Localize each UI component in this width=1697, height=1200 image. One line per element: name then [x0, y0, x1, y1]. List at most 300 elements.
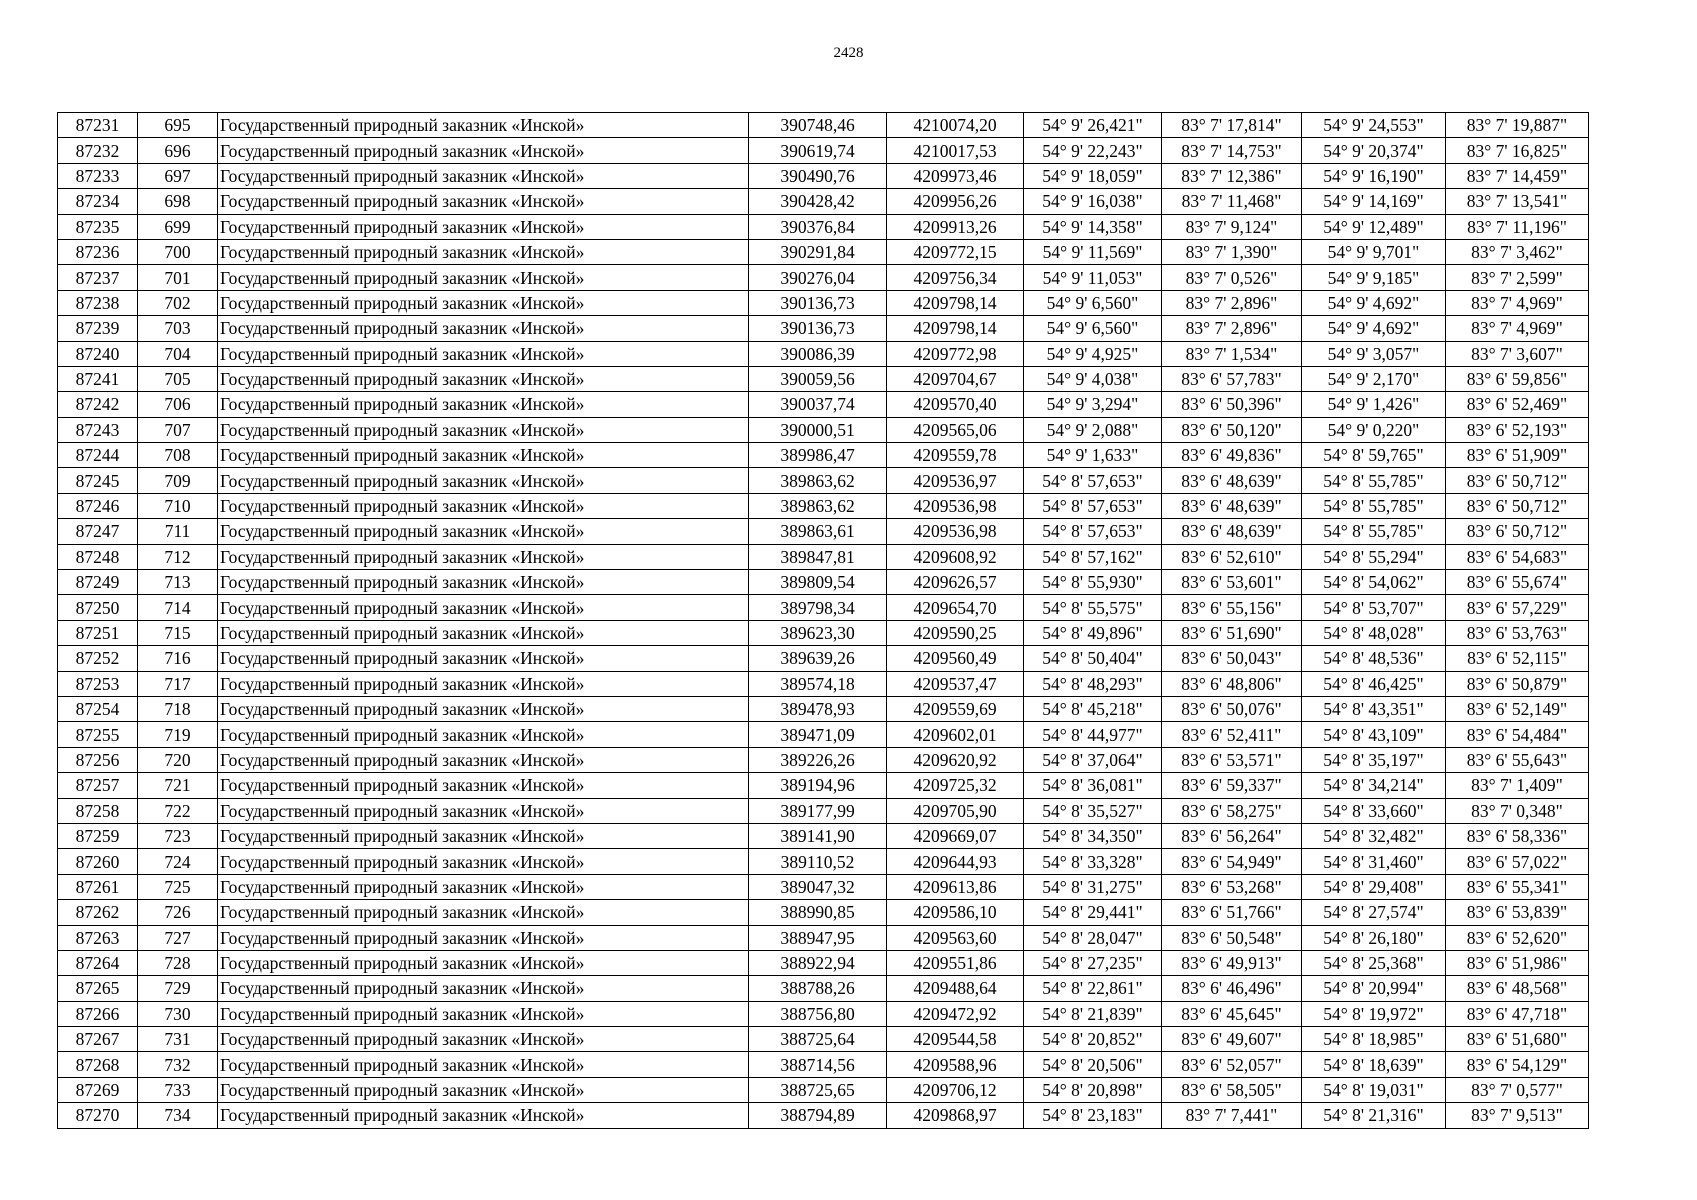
- cell-latitude-2: 54° 8' 19,972": [1302, 1001, 1446, 1026]
- cell-point-number: 698: [138, 189, 218, 214]
- cell-latitude-1: 54° 8' 49,896": [1024, 620, 1162, 645]
- table-row: [58, 798, 1589, 823]
- cell-longitude-2: 83° 6' 51,680": [1446, 1027, 1589, 1052]
- cell-longitude-1: 83° 7' 1,534": [1162, 341, 1302, 366]
- cell-longitude-2: 83° 7' 0,348": [1446, 798, 1589, 823]
- table-row: [58, 214, 1589, 239]
- cell-longitude-2: 83° 7' 4,969": [1446, 316, 1589, 341]
- cell-record-id: 87233: [58, 163, 138, 188]
- cell-object-name: Государственный природный заказник «Инской»: [218, 671, 749, 696]
- cell-y-coordinate: 4209654,70: [887, 595, 1024, 620]
- cell-longitude-2: 83° 6' 52,149": [1446, 696, 1589, 721]
- cell-longitude-1: 83° 7' 7,441": [1162, 1103, 1302, 1128]
- cell-longitude-1: 83° 6' 57,783": [1162, 366, 1302, 391]
- cell-longitude-2: 83° 6' 57,022": [1446, 849, 1589, 874]
- cell-longitude-1: 83° 6' 58,275": [1162, 798, 1302, 823]
- table-row: [58, 747, 1589, 772]
- cell-object-name: Государственный природный заказник «Инской»: [218, 468, 749, 493]
- cell-point-number: 727: [138, 925, 218, 950]
- cell-y-coordinate: 4209559,69: [887, 696, 1024, 721]
- cell-point-number: 729: [138, 976, 218, 1001]
- cell-longitude-2: 83° 6' 55,674": [1446, 570, 1589, 595]
- cell-latitude-2: 54° 8' 43,109": [1302, 722, 1446, 747]
- cell-longitude-2: 83° 6' 51,909": [1446, 443, 1589, 468]
- cell-point-number: 734: [138, 1103, 218, 1128]
- cell-point-number: 711: [138, 519, 218, 544]
- table-row: [58, 366, 1589, 391]
- table-row: [58, 468, 1589, 493]
- cell-object-name: Государственный природный заказник «Инской»: [218, 900, 749, 925]
- cell-point-number: 720: [138, 747, 218, 772]
- cell-latitude-2: 54° 8' 48,536": [1302, 646, 1446, 671]
- cell-longitude-1: 83° 7' 2,896": [1162, 316, 1302, 341]
- cell-latitude-1: 54° 9' 6,560": [1024, 316, 1162, 341]
- cell-object-name: Государственный природный заказник «Инской»: [218, 798, 749, 823]
- cell-point-number: 730: [138, 1001, 218, 1026]
- cell-latitude-2: 54° 9' 1,426": [1302, 392, 1446, 417]
- cell-object-name: Государственный природный заказник «Инской»: [218, 417, 749, 442]
- cell-x-coordinate: 390428,42: [749, 189, 887, 214]
- cell-point-number: 722: [138, 798, 218, 823]
- cell-longitude-2: 83° 7' 11,196": [1446, 214, 1589, 239]
- cell-x-coordinate: 389047,32: [749, 874, 887, 899]
- cell-point-number: 733: [138, 1077, 218, 1102]
- cell-x-coordinate: 388714,56: [749, 1052, 887, 1077]
- cell-y-coordinate: 4209704,67: [887, 366, 1024, 391]
- cell-record-id: 87268: [58, 1052, 138, 1077]
- table-row: [58, 950, 1589, 975]
- cell-y-coordinate: 4209913,26: [887, 214, 1024, 239]
- cell-longitude-1: 83° 7' 0,526": [1162, 265, 1302, 290]
- cell-longitude-1: 83° 6' 51,690": [1162, 620, 1302, 645]
- cell-longitude-2: 83° 7' 14,459": [1446, 163, 1589, 188]
- cell-point-number: 719: [138, 722, 218, 747]
- cell-object-name: Государственный природный заказник «Инской»: [218, 570, 749, 595]
- cell-latitude-2: 54° 9' 20,374": [1302, 138, 1446, 163]
- cell-point-number: 706: [138, 392, 218, 417]
- cell-longitude-1: 83° 6' 49,607": [1162, 1027, 1302, 1052]
- table-row: [58, 1077, 1589, 1102]
- cell-record-id: 87251: [58, 620, 138, 645]
- cell-point-number: 697: [138, 163, 218, 188]
- cell-longitude-1: 83° 7' 12,386": [1162, 163, 1302, 188]
- cell-record-id: 87252: [58, 646, 138, 671]
- cell-record-id: 87241: [58, 366, 138, 391]
- cell-latitude-1: 54° 8' 57,653": [1024, 519, 1162, 544]
- cell-object-name: Государственный природный заказник «Инской»: [218, 620, 749, 645]
- cell-object-name: Государственный природный заказник «Инской»: [218, 239, 749, 264]
- cell-longitude-1: 83° 6' 52,057": [1162, 1052, 1302, 1077]
- cell-record-id: 87260: [58, 849, 138, 874]
- cell-object-name: Государственный природный заказник «Инской»: [218, 1077, 749, 1102]
- cell-latitude-1: 54° 8' 37,064": [1024, 747, 1162, 772]
- cell-record-id: 87232: [58, 138, 138, 163]
- cell-point-number: 721: [138, 773, 218, 798]
- cell-object-name: Государственный природный заказник «Инской»: [218, 113, 749, 138]
- cell-object-name: Государственный природный заказник «Инской»: [218, 163, 749, 188]
- cell-record-id: 87269: [58, 1077, 138, 1102]
- cell-longitude-1: 83° 6' 48,639": [1162, 493, 1302, 518]
- table-row: [58, 544, 1589, 569]
- cell-point-number: 704: [138, 341, 218, 366]
- cell-x-coordinate: 389110,52: [749, 849, 887, 874]
- cell-longitude-1: 83° 6' 48,639": [1162, 519, 1302, 544]
- table-row: [58, 671, 1589, 696]
- cell-y-coordinate: 4209586,10: [887, 900, 1024, 925]
- cell-point-number: 695: [138, 113, 218, 138]
- table-row: [58, 1001, 1589, 1026]
- cell-object-name: Государственный природный заказник «Инской»: [218, 290, 749, 315]
- cell-y-coordinate: 4209472,92: [887, 1001, 1024, 1026]
- cell-x-coordinate: 388725,64: [749, 1027, 887, 1052]
- cell-longitude-1: 83° 6' 54,949": [1162, 849, 1302, 874]
- coordinates-table: [57, 112, 1589, 1129]
- cell-record-id: 87246: [58, 493, 138, 518]
- cell-latitude-1: 54° 9' 1,633": [1024, 443, 1162, 468]
- cell-object-name: Государственный природный заказник «Инской»: [218, 696, 749, 721]
- cell-point-number: 717: [138, 671, 218, 696]
- cell-latitude-2: 54° 8' 34,214": [1302, 773, 1446, 798]
- table-row: [58, 113, 1589, 138]
- table-row: [58, 493, 1589, 518]
- cell-record-id: 87245: [58, 468, 138, 493]
- cell-point-number: 700: [138, 239, 218, 264]
- cell-y-coordinate: 4209613,86: [887, 874, 1024, 899]
- cell-latitude-1: 54° 9' 4,925": [1024, 341, 1162, 366]
- cell-longitude-1: 83° 6' 53,601": [1162, 570, 1302, 595]
- cell-latitude-1: 54° 8' 45,218": [1024, 696, 1162, 721]
- cell-y-coordinate: 4209868,97: [887, 1103, 1024, 1128]
- cell-latitude-2: 54° 8' 18,639": [1302, 1052, 1446, 1077]
- cell-latitude-2: 54° 8' 54,062": [1302, 570, 1446, 595]
- cell-record-id: 87235: [58, 214, 138, 239]
- cell-x-coordinate: 389798,34: [749, 595, 887, 620]
- cell-object-name: Государственный природный заказник «Инской»: [218, 519, 749, 544]
- cell-x-coordinate: 390086,39: [749, 341, 887, 366]
- cell-record-id: 87270: [58, 1103, 138, 1128]
- cell-latitude-2: 54° 8' 33,660": [1302, 798, 1446, 823]
- cell-latitude-2: 54° 8' 32,482": [1302, 823, 1446, 848]
- cell-object-name: Государственный природный заказник «Инской»: [218, 976, 749, 1001]
- cell-latitude-1: 54° 9' 11,053": [1024, 265, 1162, 290]
- cell-x-coordinate: 389574,18: [749, 671, 887, 696]
- cell-y-coordinate: 4210074,20: [887, 113, 1024, 138]
- cell-object-name: Государственный природный заказник «Инской»: [218, 595, 749, 620]
- cell-latitude-2: 54° 8' 55,785": [1302, 468, 1446, 493]
- cell-longitude-2: 83° 7' 0,577": [1446, 1077, 1589, 1102]
- cell-object-name: Государственный природный заказник «Инской»: [218, 950, 749, 975]
- cell-x-coordinate: 390748,46: [749, 113, 887, 138]
- cell-object-name: Государственный природный заказник «Инской»: [218, 265, 749, 290]
- cell-record-id: 87257: [58, 773, 138, 798]
- cell-latitude-1: 54° 8' 31,275": [1024, 874, 1162, 899]
- cell-longitude-2: 83° 7' 3,462": [1446, 239, 1589, 264]
- cell-point-number: 710: [138, 493, 218, 518]
- cell-y-coordinate: 4209536,98: [887, 493, 1024, 518]
- cell-object-name: Государственный природный заказник «Инской»: [218, 341, 749, 366]
- cell-latitude-1: 54° 8' 57,653": [1024, 493, 1162, 518]
- cell-longitude-2: 83° 6' 48,568": [1446, 976, 1589, 1001]
- cell-latitude-2: 54° 8' 55,785": [1302, 493, 1446, 518]
- cell-longitude-1: 83° 6' 50,076": [1162, 696, 1302, 721]
- cell-x-coordinate: 389177,99: [749, 798, 887, 823]
- cell-object-name: Государственный природный заказник «Инской»: [218, 138, 749, 163]
- cell-point-number: 707: [138, 417, 218, 442]
- cell-x-coordinate: 390490,76: [749, 163, 887, 188]
- cell-longitude-1: 83° 6' 50,120": [1162, 417, 1302, 442]
- cell-latitude-1: 54° 8' 57,653": [1024, 468, 1162, 493]
- cell-y-coordinate: 4209626,57: [887, 570, 1024, 595]
- cell-x-coordinate: 390291,84: [749, 239, 887, 264]
- cell-latitude-1: 54° 9' 11,569": [1024, 239, 1162, 264]
- cell-x-coordinate: 389986,47: [749, 443, 887, 468]
- cell-latitude-1: 54° 9' 22,243": [1024, 138, 1162, 163]
- cell-longitude-1: 83° 6' 53,268": [1162, 874, 1302, 899]
- cell-object-name: Государственный природный заказник «Инской»: [218, 823, 749, 848]
- cell-record-id: 87256: [58, 747, 138, 772]
- table-row: [58, 341, 1589, 366]
- cell-latitude-2: 54° 9' 4,692": [1302, 290, 1446, 315]
- cell-y-coordinate: 4209544,58: [887, 1027, 1024, 1052]
- cell-latitude-2: 54° 9' 24,553": [1302, 113, 1446, 138]
- cell-x-coordinate: 388990,85: [749, 900, 887, 925]
- cell-longitude-2: 83° 6' 55,341": [1446, 874, 1589, 899]
- table-row: [58, 696, 1589, 721]
- table-row: [58, 646, 1589, 671]
- cell-x-coordinate: 388922,94: [749, 950, 887, 975]
- cell-latitude-2: 54° 8' 31,460": [1302, 849, 1446, 874]
- cell-longitude-1: 83° 6' 48,806": [1162, 671, 1302, 696]
- cell-x-coordinate: 390619,74: [749, 138, 887, 163]
- table-row: [58, 620, 1589, 645]
- cell-longitude-1: 83° 6' 59,337": [1162, 773, 1302, 798]
- table-row: [58, 570, 1589, 595]
- cell-latitude-2: 54° 9' 3,057": [1302, 341, 1446, 366]
- cell-object-name: Государственный природный заказник «Инской»: [218, 493, 749, 518]
- cell-record-id: 87259: [58, 823, 138, 848]
- cell-latitude-1: 54° 9' 14,358": [1024, 214, 1162, 239]
- cell-record-id: 87243: [58, 417, 138, 442]
- cell-longitude-2: 83° 6' 53,763": [1446, 620, 1589, 645]
- cell-y-coordinate: 4209565,06: [887, 417, 1024, 442]
- cell-y-coordinate: 4209537,47: [887, 671, 1024, 696]
- cell-longitude-1: 83° 6' 49,836": [1162, 443, 1302, 468]
- cell-record-id: 87238: [58, 290, 138, 315]
- cell-longitude-2: 83° 6' 52,620": [1446, 925, 1589, 950]
- table-row: [58, 239, 1589, 264]
- cell-longitude-1: 83° 6' 50,043": [1162, 646, 1302, 671]
- cell-longitude-1: 83° 7' 1,390": [1162, 239, 1302, 264]
- cell-point-number: 703: [138, 316, 218, 341]
- cell-latitude-1: 54° 8' 36,081": [1024, 773, 1162, 798]
- cell-object-name: Государственный природный заказник «Инской»: [218, 874, 749, 899]
- cell-point-number: 713: [138, 570, 218, 595]
- table-row: [58, 595, 1589, 620]
- cell-y-coordinate: 4209559,78: [887, 443, 1024, 468]
- cell-x-coordinate: 388794,89: [749, 1103, 887, 1128]
- cell-y-coordinate: 4209590,25: [887, 620, 1024, 645]
- cell-longitude-1: 83° 6' 49,913": [1162, 950, 1302, 975]
- cell-record-id: 87242: [58, 392, 138, 417]
- cell-point-number: 714: [138, 595, 218, 620]
- cell-latitude-1: 54° 9' 26,421": [1024, 113, 1162, 138]
- cell-object-name: Государственный природный заказник «Инской»: [218, 1052, 749, 1077]
- cell-latitude-2: 54° 8' 59,765": [1302, 443, 1446, 468]
- cell-record-id: 87248: [58, 544, 138, 569]
- cell-longitude-1: 83° 6' 55,156": [1162, 595, 1302, 620]
- cell-longitude-2: 83° 6' 54,129": [1446, 1052, 1589, 1077]
- cell-point-number: 699: [138, 214, 218, 239]
- cell-x-coordinate: 389471,09: [749, 722, 887, 747]
- cell-longitude-1: 83° 6' 58,505": [1162, 1077, 1302, 1102]
- cell-record-id: 87262: [58, 900, 138, 925]
- cell-latitude-2: 54° 9' 4,692": [1302, 316, 1446, 341]
- cell-record-id: 87255: [58, 722, 138, 747]
- cell-x-coordinate: 389141,90: [749, 823, 887, 848]
- cell-record-id: 87261: [58, 874, 138, 899]
- cell-point-number: 702: [138, 290, 218, 315]
- cell-x-coordinate: 389809,54: [749, 570, 887, 595]
- cell-record-id: 87265: [58, 976, 138, 1001]
- cell-x-coordinate: 388756,80: [749, 1001, 887, 1026]
- cell-record-id: 87264: [58, 950, 138, 975]
- cell-record-id: 87253: [58, 671, 138, 696]
- cell-x-coordinate: 389478,93: [749, 696, 887, 721]
- table-row: [58, 823, 1589, 848]
- cell-latitude-1: 54° 9' 6,560": [1024, 290, 1162, 315]
- cell-record-id: 87237: [58, 265, 138, 290]
- cell-x-coordinate: 389226,26: [749, 747, 887, 772]
- cell-object-name: Государственный природный заказник «Инской»: [218, 849, 749, 874]
- cell-object-name: Государственный природный заказник «Инской»: [218, 544, 749, 569]
- cell-longitude-2: 83° 7' 9,513": [1446, 1103, 1589, 1128]
- cell-latitude-1: 54° 8' 35,527": [1024, 798, 1162, 823]
- cell-longitude-1: 83° 6' 50,396": [1162, 392, 1302, 417]
- cell-latitude-2: 54° 8' 19,031": [1302, 1077, 1446, 1102]
- cell-record-id: 87231: [58, 113, 138, 138]
- cell-latitude-2: 54° 8' 48,028": [1302, 620, 1446, 645]
- cell-record-id: 87240: [58, 341, 138, 366]
- cell-object-name: Государственный природный заказник «Инской»: [218, 925, 749, 950]
- cell-longitude-2: 83° 6' 50,879": [1446, 671, 1589, 696]
- cell-record-id: 87247: [58, 519, 138, 544]
- cell-record-id: 87263: [58, 925, 138, 950]
- cell-latitude-2: 54° 9' 16,190": [1302, 163, 1446, 188]
- cell-latitude-1: 54° 8' 29,441": [1024, 900, 1162, 925]
- cell-longitude-2: 83° 7' 4,969": [1446, 290, 1589, 315]
- cell-longitude-2: 83° 6' 54,683": [1446, 544, 1589, 569]
- cell-record-id: 87258: [58, 798, 138, 823]
- cell-latitude-1: 54° 8' 20,898": [1024, 1077, 1162, 1102]
- cell-point-number: 725: [138, 874, 218, 899]
- cell-longitude-2: 83° 7' 2,599": [1446, 265, 1589, 290]
- cell-longitude-2: 83° 6' 52,115": [1446, 646, 1589, 671]
- cell-latitude-1: 54° 8' 55,575": [1024, 595, 1162, 620]
- cell-latitude-2: 54° 8' 21,316": [1302, 1103, 1446, 1128]
- cell-point-number: 718: [138, 696, 218, 721]
- cell-y-coordinate: 4209798,14: [887, 290, 1024, 315]
- cell-latitude-1: 54° 8' 57,162": [1024, 544, 1162, 569]
- cell-point-number: 708: [138, 443, 218, 468]
- cell-x-coordinate: 389194,96: [749, 773, 887, 798]
- cell-y-coordinate: 4209602,01: [887, 722, 1024, 747]
- table-row: [58, 138, 1589, 163]
- cell-x-coordinate: 390376,84: [749, 214, 887, 239]
- cell-record-id: 87266: [58, 1001, 138, 1026]
- cell-object-name: Государственный природный заказник «Инской»: [218, 392, 749, 417]
- cell-point-number: 705: [138, 366, 218, 391]
- table-row: [58, 392, 1589, 417]
- table-row: [58, 849, 1589, 874]
- cell-latitude-2: 54° 8' 35,197": [1302, 747, 1446, 772]
- cell-y-coordinate: 4209798,14: [887, 316, 1024, 341]
- cell-y-coordinate: 4209756,34: [887, 265, 1024, 290]
- cell-x-coordinate: 389863,62: [749, 493, 887, 518]
- cell-longitude-2: 83° 6' 57,229": [1446, 595, 1589, 620]
- cell-longitude-2: 83° 6' 53,839": [1446, 900, 1589, 925]
- cell-record-id: 87250: [58, 595, 138, 620]
- cell-y-coordinate: 4209536,98: [887, 519, 1024, 544]
- table-row: [58, 417, 1589, 442]
- cell-longitude-1: 83° 7' 11,468": [1162, 189, 1302, 214]
- cell-x-coordinate: 390037,74: [749, 392, 887, 417]
- table-row: [58, 316, 1589, 341]
- cell-longitude-2: 83° 7' 16,825": [1446, 138, 1589, 163]
- cell-y-coordinate: 4209644,93: [887, 849, 1024, 874]
- cell-latitude-2: 54° 9' 0,220": [1302, 417, 1446, 442]
- cell-x-coordinate: 390276,04: [749, 265, 887, 290]
- cell-latitude-1: 54° 8' 44,977": [1024, 722, 1162, 747]
- cell-point-number: 715: [138, 620, 218, 645]
- cell-latitude-2: 54° 9' 9,701": [1302, 239, 1446, 264]
- cell-record-id: 87254: [58, 696, 138, 721]
- cell-record-id: 87236: [58, 239, 138, 264]
- cell-latitude-1: 54° 8' 20,506": [1024, 1052, 1162, 1077]
- cell-longitude-1: 83° 6' 52,411": [1162, 722, 1302, 747]
- cell-longitude-1: 83° 6' 48,639": [1162, 468, 1302, 493]
- cell-latitude-2: 54° 8' 27,574": [1302, 900, 1446, 925]
- cell-object-name: Государственный природный заказник «Инской»: [218, 773, 749, 798]
- cell-longitude-2: 83° 6' 58,336": [1446, 823, 1589, 848]
- cell-object-name: Государственный природный заказник «Инской»: [218, 443, 749, 468]
- cell-latitude-2: 54° 8' 26,180": [1302, 925, 1446, 950]
- cell-x-coordinate: 389847,81: [749, 544, 887, 569]
- cell-point-number: 724: [138, 849, 218, 874]
- cell-longitude-2: 83° 6' 50,712": [1446, 493, 1589, 518]
- cell-y-coordinate: 4209608,92: [887, 544, 1024, 569]
- cell-object-name: Государственный природный заказник «Инской»: [218, 1001, 749, 1026]
- cell-x-coordinate: 389863,61: [749, 519, 887, 544]
- cell-longitude-2: 83° 7' 13,541": [1446, 189, 1589, 214]
- cell-object-name: Государственный природный заказник «Инской»: [218, 1103, 749, 1128]
- table-row: [58, 925, 1589, 950]
- cell-latitude-2: 54° 9' 12,489": [1302, 214, 1446, 239]
- cell-x-coordinate: 388725,65: [749, 1077, 887, 1102]
- cell-latitude-1: 54° 9' 2,088": [1024, 417, 1162, 442]
- cell-y-coordinate: 4209560,49: [887, 646, 1024, 671]
- table-row: [58, 874, 1589, 899]
- table-row: [58, 722, 1589, 747]
- cell-record-id: 87267: [58, 1027, 138, 1052]
- cell-object-name: Государственный природный заказник «Инской»: [218, 214, 749, 239]
- cell-latitude-2: 54° 8' 25,368": [1302, 950, 1446, 975]
- cell-longitude-1: 83° 6' 56,264": [1162, 823, 1302, 848]
- cell-longitude-1: 83° 7' 14,753": [1162, 138, 1302, 163]
- cell-longitude-1: 83° 7' 2,896": [1162, 290, 1302, 315]
- table-row: [58, 290, 1589, 315]
- cell-point-number: 723: [138, 823, 218, 848]
- cell-longitude-1: 83° 7' 9,124": [1162, 214, 1302, 239]
